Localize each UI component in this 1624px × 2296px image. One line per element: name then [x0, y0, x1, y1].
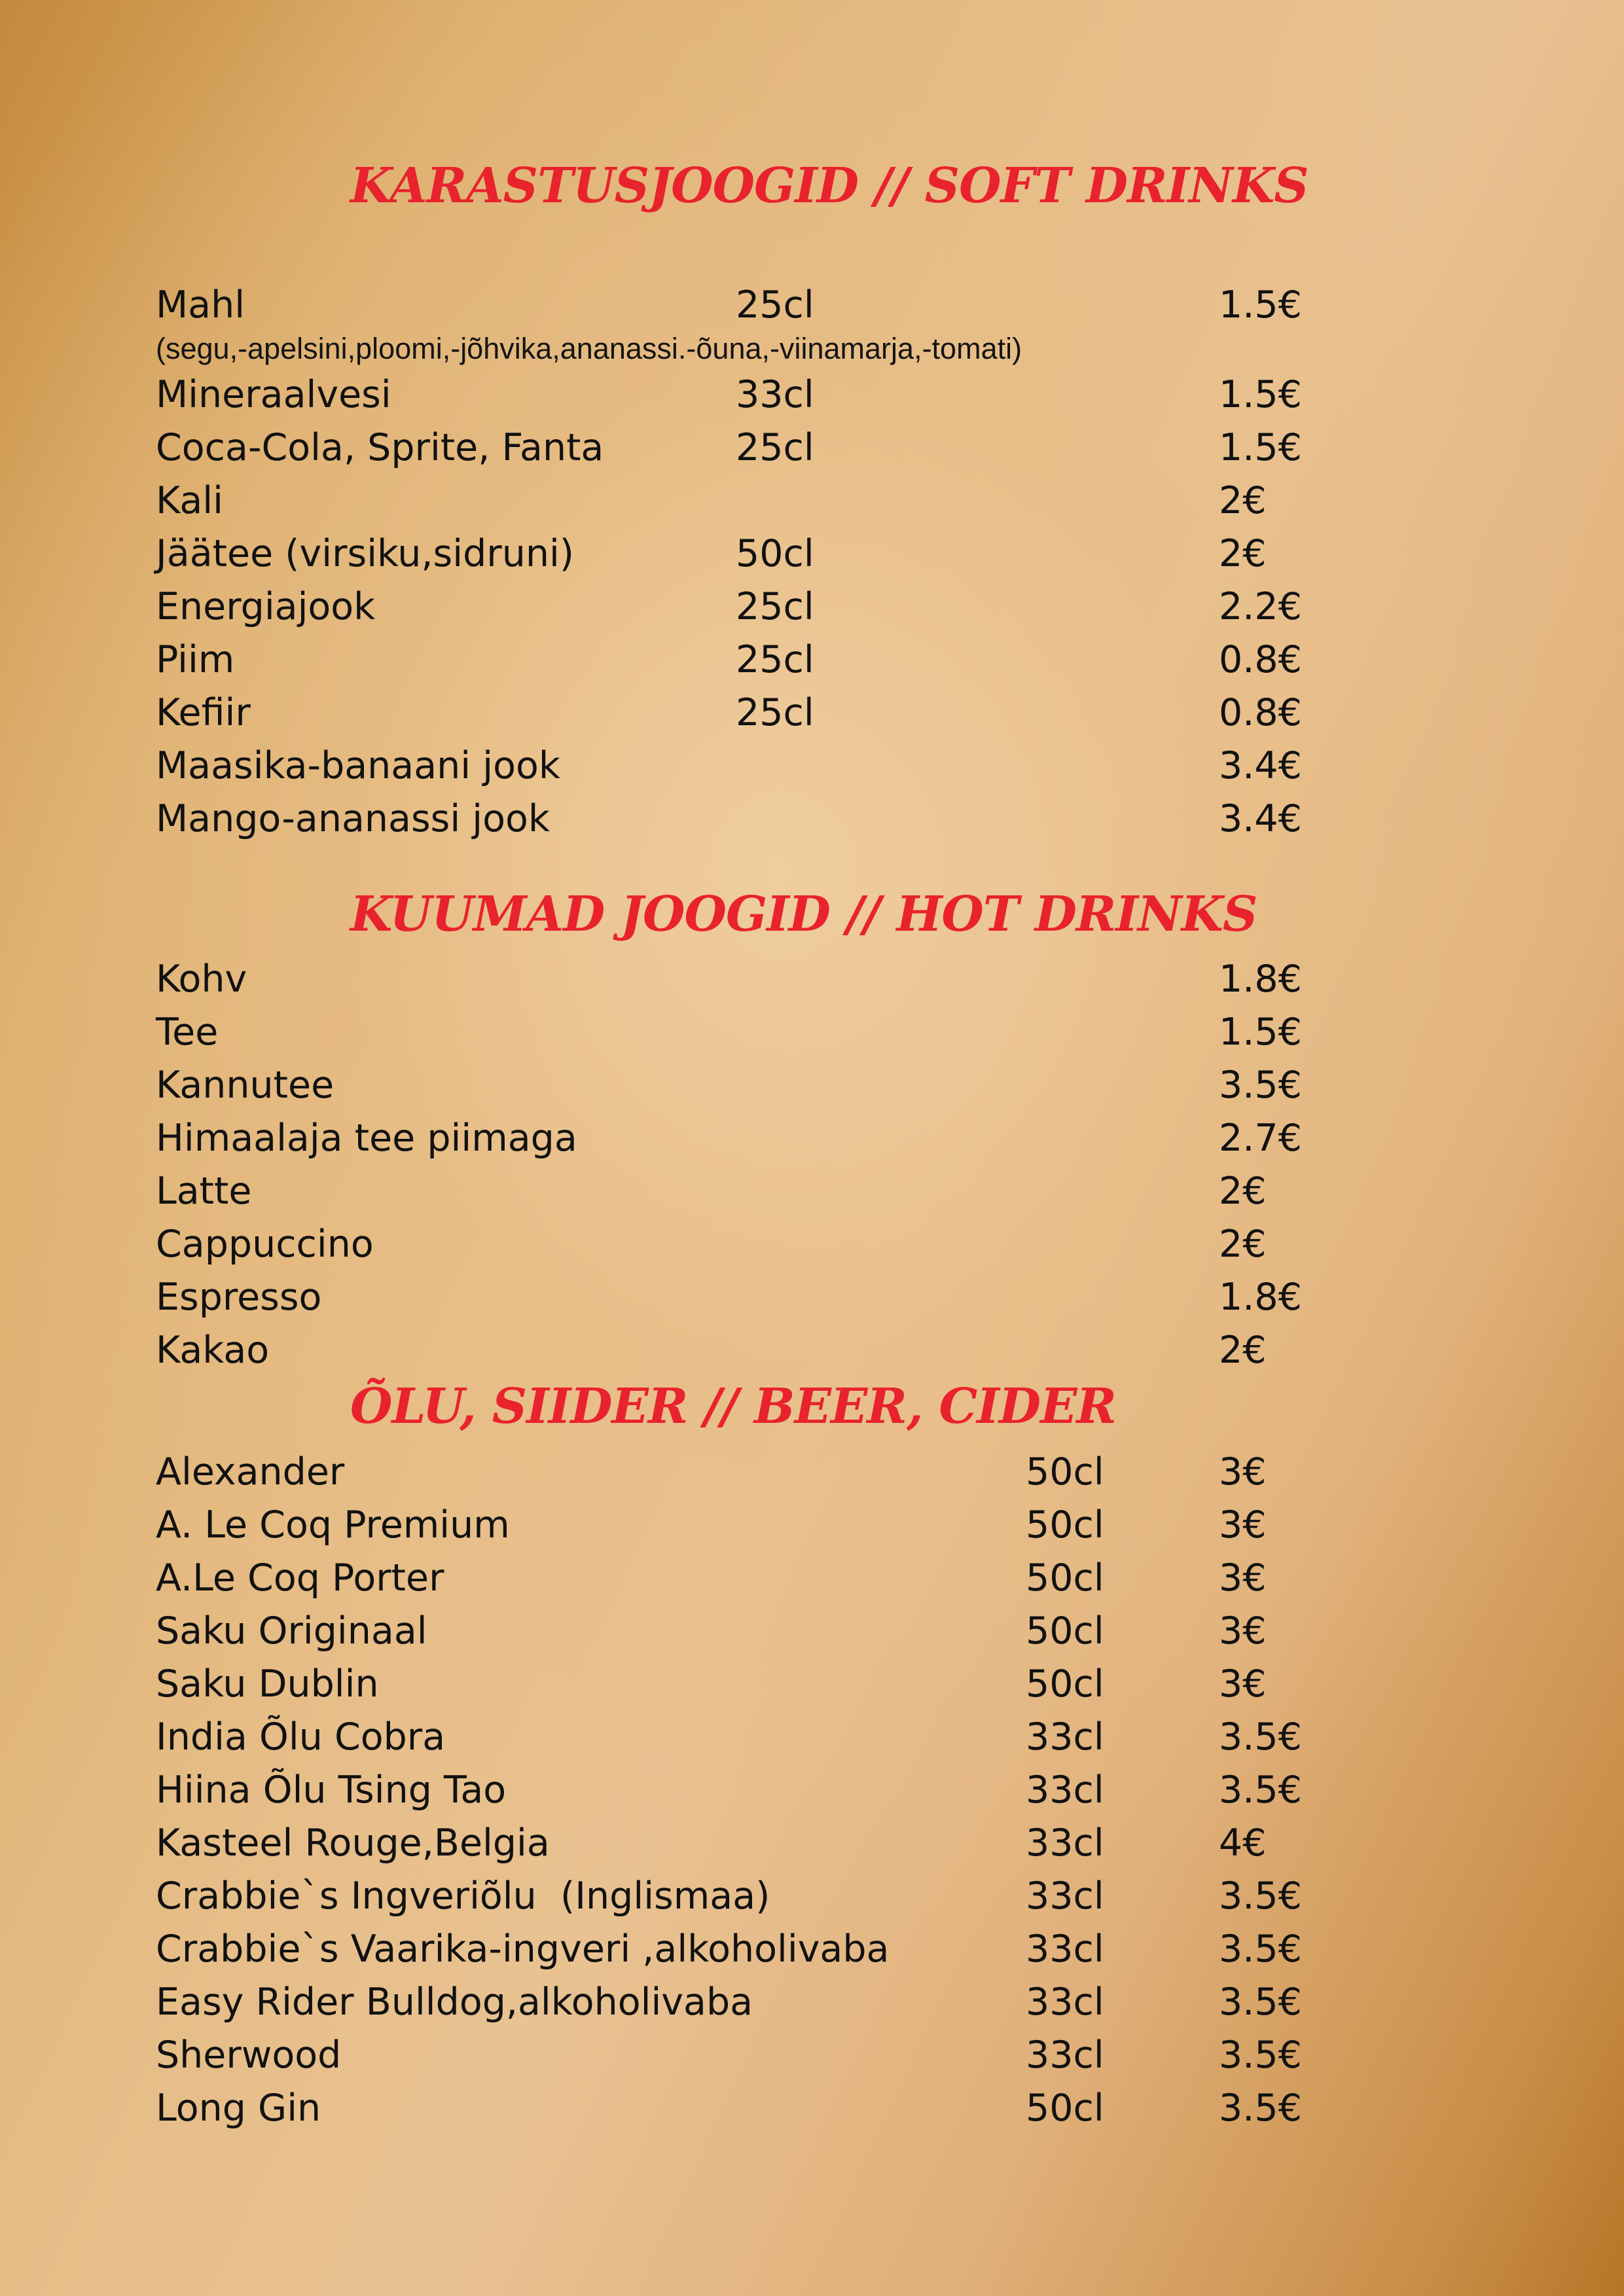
menu-row — [156, 1923, 1347, 1975]
menu-row — [156, 1870, 1347, 1922]
item-volume: 33cl — [1026, 1981, 1104, 2024]
item-volume: 50cl — [1026, 1450, 1104, 1494]
item-price: 2€ — [1219, 1329, 1267, 1372]
menu-row — [156, 1218, 1347, 1270]
item-price: 1.5€ — [1219, 283, 1302, 327]
item-price: 3€ — [1219, 1609, 1267, 1653]
item-price: 0.8€ — [1219, 638, 1302, 681]
menu-row — [156, 1324, 1347, 1376]
item-name: Kali — [156, 479, 223, 522]
juice-flavours-note: (segu,-apelsini,ploomi,-jõhvika,ananassi.-õuna,-viinamarja,-tomati) — [156, 332, 1022, 365]
item-volume: 50cl — [1026, 1609, 1104, 1653]
item-price: 0.8€ — [1219, 691, 1302, 734]
item-price: 1.5€ — [1219, 426, 1302, 469]
menu-row — [156, 422, 1347, 474]
menu-row — [156, 793, 1347, 845]
item-price: 3.5€ — [1219, 1064, 1302, 1107]
item-name: Saku Originaal — [156, 1609, 427, 1653]
item-price: 2€ — [1219, 1170, 1267, 1213]
item-price: 1.5€ — [1219, 1011, 1302, 1054]
item-volume: 50cl — [1026, 2087, 1104, 2130]
menu-row — [156, 1446, 1347, 1498]
item-price: 1.8€ — [1219, 1276, 1302, 1319]
item-volume: 25cl — [736, 283, 814, 327]
menu-row — [156, 1112, 1347, 1164]
item-price: 2.7€ — [1219, 1117, 1302, 1160]
item-volume: 50cl — [1026, 1662, 1104, 1706]
menu-row — [156, 1006, 1347, 1058]
item-name: Mahl — [156, 283, 245, 327]
item-name: Kakao — [156, 1329, 270, 1372]
item-volume: 33cl — [736, 373, 814, 416]
item-name: Kannutee — [156, 1064, 334, 1107]
item-volume: 33cl — [1026, 1928, 1104, 1971]
item-price: 3.4€ — [1219, 744, 1302, 787]
menu-row — [156, 1552, 1347, 1604]
item-price: 3€ — [1219, 1556, 1267, 1600]
item-name: Jäätee (virsiku,sidruni) — [156, 532, 575, 575]
item-name: India Õlu Cobra — [156, 1715, 446, 1759]
item-price: 4€ — [1219, 1821, 1267, 1865]
item-price: 2€ — [1219, 1223, 1267, 1266]
menu-row — [156, 2029, 1347, 2081]
item-price: 3.5€ — [1219, 1874, 1302, 1918]
hot-drinks-heading: KUUMAD JOOGID // HOT DRINKS — [350, 886, 1257, 942]
item-name: Easy Rider Bulldog,alkoholivaba — [156, 1981, 753, 2024]
item-name: Tee — [156, 1011, 219, 1054]
item-name: Sherwood — [156, 2034, 342, 2077]
item-name: Mango-ananassi jook — [156, 797, 550, 840]
item-volume: 33cl — [1026, 1768, 1104, 1812]
beer-cider-heading: ÕLU, SIIDER // BEER, CIDER — [350, 1378, 1116, 1435]
item-price: 1.5€ — [1219, 373, 1302, 416]
item-name: Saku Dublin — [156, 1662, 379, 1706]
item-volume: 33cl — [1026, 1715, 1104, 1759]
menu-row — [156, 1271, 1347, 1323]
menu-row — [156, 2082, 1347, 2134]
item-name: Himaalaja tee piimaga — [156, 1117, 577, 1160]
menu-row — [156, 1059, 1347, 1111]
item-volume: 33cl — [1026, 2034, 1104, 2077]
item-name: Mineraalvesi — [156, 373, 391, 416]
menu-row — [156, 1165, 1347, 1217]
menu-row — [156, 1605, 1347, 1657]
item-name: Espresso — [156, 1276, 322, 1319]
item-name: A. Le Coq Premium — [156, 1503, 510, 1547]
item-price: 3€ — [1219, 1662, 1267, 1706]
item-price: 3€ — [1219, 1450, 1267, 1494]
item-name: Maasika-banaani jook — [156, 744, 560, 787]
item-volume: 50cl — [1026, 1503, 1104, 1547]
item-name: Kohv — [156, 958, 247, 1001]
item-volume: 25cl — [736, 691, 814, 734]
soft-drinks-heading: KARASTUSJOOGID // SOFT DRINKS — [350, 158, 1308, 214]
item-name: Kefiir — [156, 691, 251, 734]
item-price: 3.5€ — [1219, 2034, 1302, 2077]
item-price: 3€ — [1219, 1503, 1267, 1547]
menu-row — [156, 368, 1347, 421]
item-volume: 25cl — [736, 426, 814, 469]
item-volume: 33cl — [1026, 1821, 1104, 1865]
item-price: 2€ — [1219, 532, 1267, 575]
item-name: Hiina Õlu Tsing Tao — [156, 1768, 507, 1812]
item-volume: 50cl — [736, 532, 814, 575]
item-name: Cappuccino — [156, 1223, 374, 1266]
menu-row — [156, 475, 1347, 527]
menu-row — [156, 581, 1347, 633]
menu-row — [156, 740, 1347, 792]
item-name: A.Le Coq Porter — [156, 1556, 444, 1600]
menu-row — [156, 1658, 1347, 1710]
menu-row — [156, 1976, 1347, 2028]
item-price: 3.5€ — [1219, 1715, 1302, 1759]
menu-row — [156, 279, 1347, 331]
menu-row — [156, 1817, 1347, 1869]
menu-row — [156, 1499, 1347, 1551]
menu-row — [156, 634, 1347, 686]
menu-row — [156, 1764, 1347, 1816]
item-volume: 25cl — [736, 638, 814, 681]
item-name: Kasteel Rouge,Belgia — [156, 1821, 550, 1865]
item-name: Coca-Cola, Sprite, Fanta — [156, 426, 604, 469]
item-price: 2.2€ — [1219, 585, 1302, 628]
item-price: 3.5€ — [1219, 2087, 1302, 2130]
item-name: Energiajook — [156, 585, 376, 628]
item-price: 1.8€ — [1219, 958, 1302, 1001]
item-name: Crabbie`s Ingveriõlu (Inglismaa) — [156, 1874, 770, 1918]
item-price: 3.4€ — [1219, 797, 1302, 840]
item-volume: 25cl — [736, 585, 814, 628]
menu-row — [156, 528, 1347, 580]
item-name: Alexander — [156, 1450, 345, 1494]
item-price: 3.5€ — [1219, 1768, 1302, 1812]
item-volume: 33cl — [1026, 1874, 1104, 1918]
item-name: Long Gin — [156, 2087, 321, 2130]
item-price: 3.5€ — [1219, 1928, 1302, 1971]
menu-row — [156, 953, 1347, 1005]
item-price: 2€ — [1219, 479, 1267, 522]
item-volume: 50cl — [1026, 1556, 1104, 1600]
item-name: Crabbie`s Vaarika-ingveri ,alkoholivaba — [156, 1928, 890, 1971]
menu-row — [156, 1711, 1347, 1763]
menu-row — [156, 687, 1347, 739]
item-name: Latte — [156, 1170, 252, 1213]
item-name: Piim — [156, 638, 235, 681]
item-price: 3.5€ — [1219, 1981, 1302, 2024]
